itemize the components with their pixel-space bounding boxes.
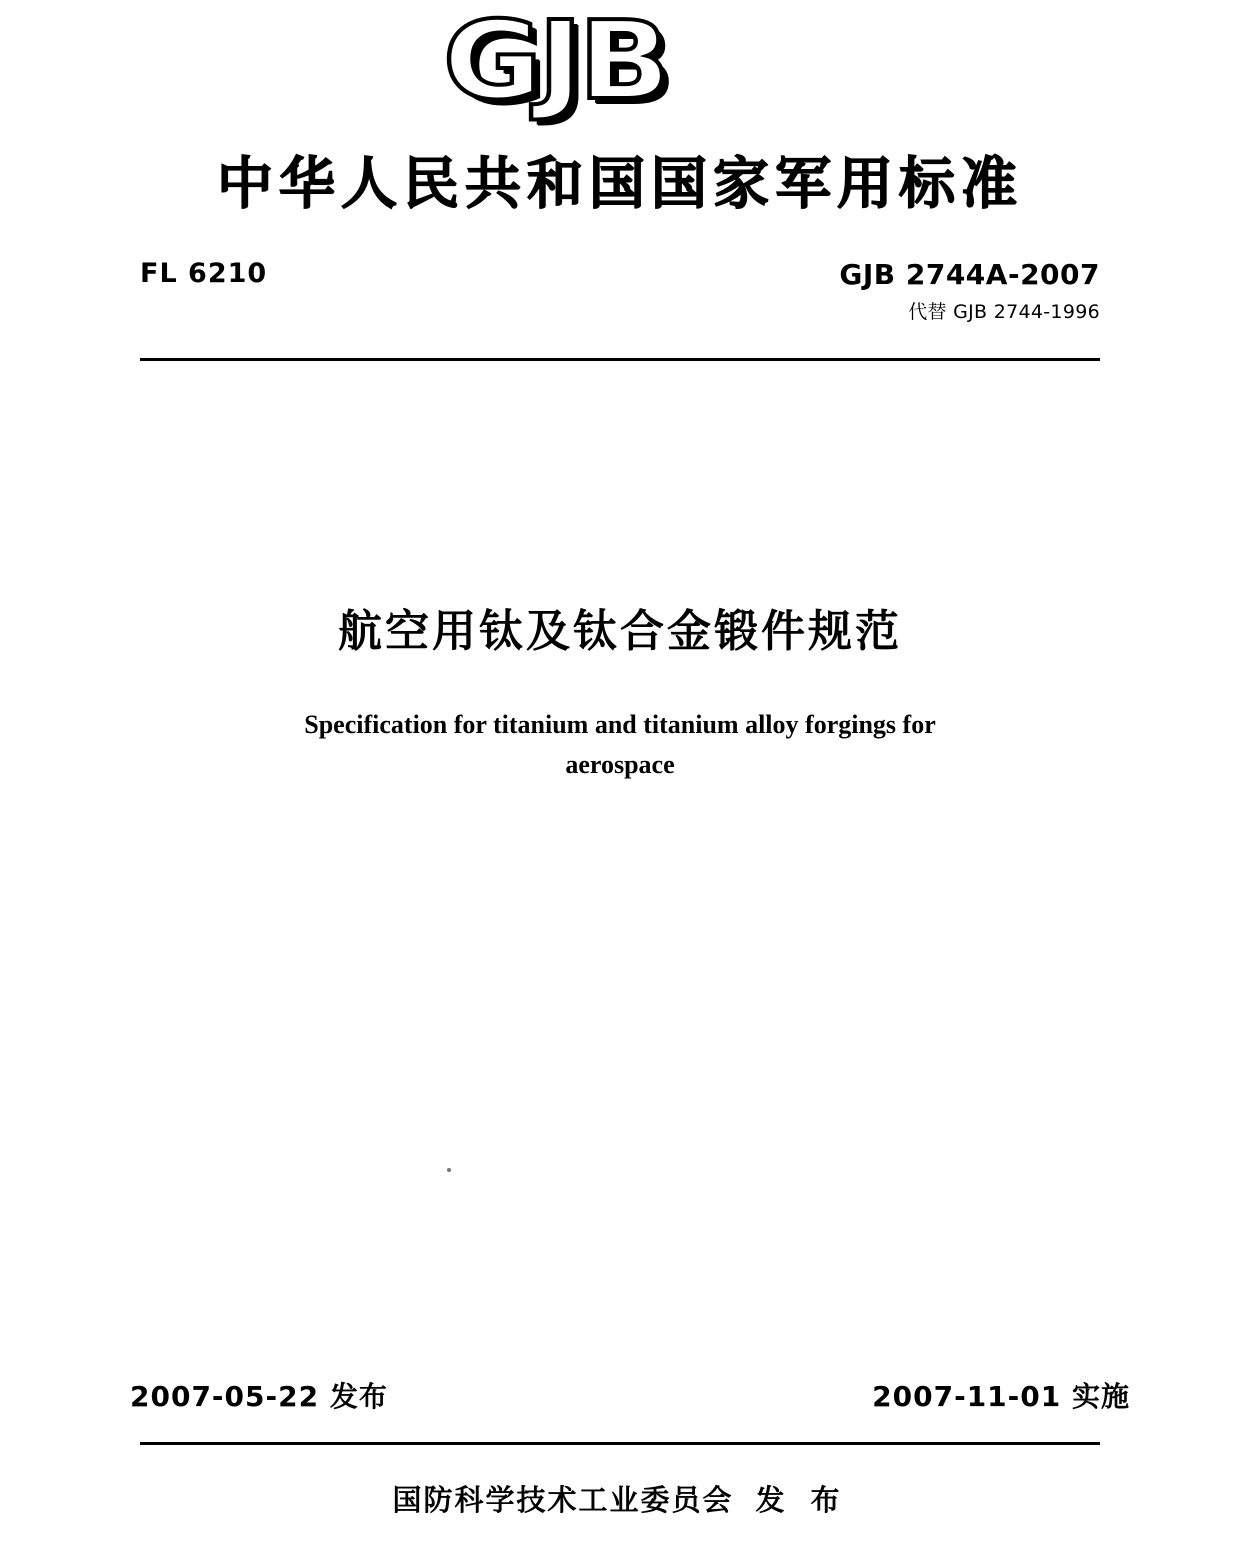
dates-row <box>130 1375 1130 1415</box>
header-divider <box>140 358 1100 361</box>
document-title-chinese: 航空用钛及钛合金锻件规范 <box>338 606 902 657</box>
footer-divider <box>140 1442 1100 1445</box>
national-standard-title: 中华人民共和国国家军用标准 <box>217 152 1023 217</box>
document-title-english: Specification for titanium and titanium alloy forgings for aerospace <box>304 710 936 779</box>
standard-code-group <box>839 258 1100 324</box>
code-row <box>140 258 1100 324</box>
replaces-note: 代替 GJB 2744-1996 <box>908 301 1100 323</box>
effective-date: 2007-11-01 实施 <box>872 1380 1130 1413</box>
gjb-logo: GJB <box>443 0 667 124</box>
standard-number: GJB 2744A-2007 <box>839 258 1100 291</box>
gjb-logo-container <box>0 0 1240 124</box>
publisher-verb: 发 布 <box>755 1483 848 1517</box>
page-speck <box>447 1168 451 1172</box>
publisher-line <box>0 1478 1240 1519</box>
issue-date: 2007-05-22 发布 <box>130 1380 388 1413</box>
publisher-name: 国防科学技术工业委员会 <box>392 1483 734 1517</box>
classification-code: FL 6210 <box>140 258 268 289</box>
